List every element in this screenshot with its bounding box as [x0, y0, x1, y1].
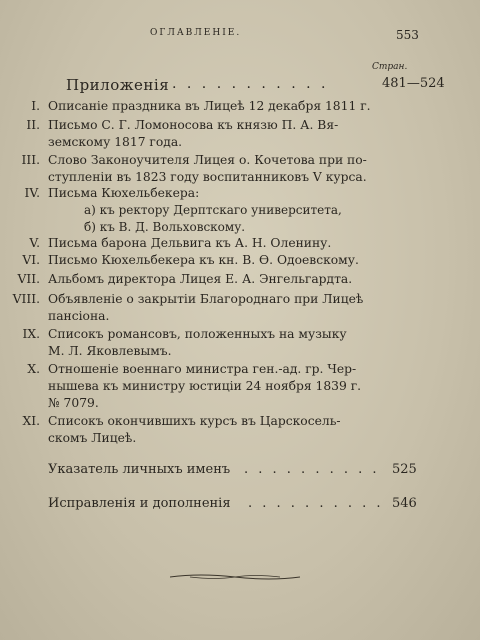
toc-entry-2: [0, 118, 480, 158]
entry-text: Письмо С. Г. Ломоносова къ князю П. А. Вя-: [48, 118, 339, 132]
toc-entry-7: [0, 272, 480, 292]
index-item-label: Указатель личныхъ именъ: [48, 462, 231, 477]
entry-number: II.: [26, 118, 40, 132]
entry-text: Списокъ окончившихъ курсъ въ Царскосель-: [48, 414, 341, 428]
entry-number: IV.: [24, 186, 40, 200]
entry-text: Альбомъ директора Лицея Е. А. Энгельгардта.: [48, 272, 353, 286]
section-title: Приложенія: [66, 76, 170, 94]
index-leader-dots: . . . . . . . . . .: [248, 496, 384, 511]
index-item-page: 546: [392, 496, 417, 511]
entry-text: Письма Кюхельбекера:: [48, 186, 200, 200]
entry-number: X.: [27, 362, 40, 376]
toc-entry-9: [0, 327, 480, 367]
entry-number: VII.: [17, 272, 40, 286]
entry-number: V.: [29, 236, 40, 250]
entry-text: М. Л. Яковлевымъ.: [48, 344, 172, 358]
entry-text: Письмо Кюхельбекера къ кн. В. Ѳ. Одоевскому.: [48, 253, 359, 267]
entry-text: Описаніе праздника въ Лицеѣ 12 декабря 1811 г.: [48, 99, 371, 113]
entry-text: Письма барона Дельвига къ А. Н. Оленину.: [48, 236, 332, 250]
toc-entry-1: [0, 99, 480, 119]
index-item-page: 525: [392, 462, 417, 477]
section-page-range: 481—524: [382, 76, 445, 91]
entry-text: скомъ Лицеѣ.: [48, 431, 137, 445]
index-item-label: Исправленія и дополненія: [48, 496, 231, 511]
toc-entry-8: [0, 292, 480, 332]
entry-number: III.: [21, 153, 40, 167]
entry-text: Объявленіе о закрытіи Благороднаго при Лицеѣ: [48, 292, 364, 306]
toc-entry-11: [0, 414, 480, 454]
entry-text: Списокъ романсовъ, положенныхъ на музыку: [48, 327, 347, 341]
entry-text: пансіона.: [48, 309, 110, 323]
running-header: ОГЛАВЛЕНІЕ.: [150, 28, 242, 38]
entry-text: Отношеніе военнаго министра ген.-ад. гр. Чер-: [48, 362, 357, 376]
page-column-label: Стран.: [372, 62, 408, 72]
index-item-names: [48, 462, 468, 482]
entry-number: I.: [31, 99, 40, 113]
entry-text: № 7079.: [48, 396, 99, 410]
index-item-corrections: [48, 496, 468, 516]
entry-number: XI.: [22, 414, 40, 428]
entry-number: IX.: [22, 327, 40, 341]
entry-text: нышева къ министру юстиціи 24 ноября 1839 г.: [48, 379, 362, 393]
index-leader-dots: . . . . . . . . . .: [244, 462, 380, 477]
entry-text: ступленіи въ 1823 году воспитанниковъ V курса.: [48, 170, 367, 184]
entry-text: земскому 1817 года.: [48, 135, 183, 149]
toc-entry-10: [0, 362, 480, 418]
toc-entry-4: [0, 186, 480, 242]
section-leader-dots: . . . . . . . . . . .: [172, 76, 329, 92]
entry-number: VI.: [22, 253, 40, 267]
entry-subitem: а) къ ректору Дерптскаго университета,: [84, 203, 342, 217]
toc-entry-6: [0, 253, 480, 273]
entry-subitem: б) къ В. Д. Вольховскому.: [84, 220, 246, 234]
entry-number: VIII.: [12, 292, 40, 306]
ornamental-divider: [170, 572, 300, 582]
entry-text: Слово Законоучителя Лицея о. Кочетова при по-: [48, 153, 367, 167]
page-number: 553: [396, 28, 419, 42]
